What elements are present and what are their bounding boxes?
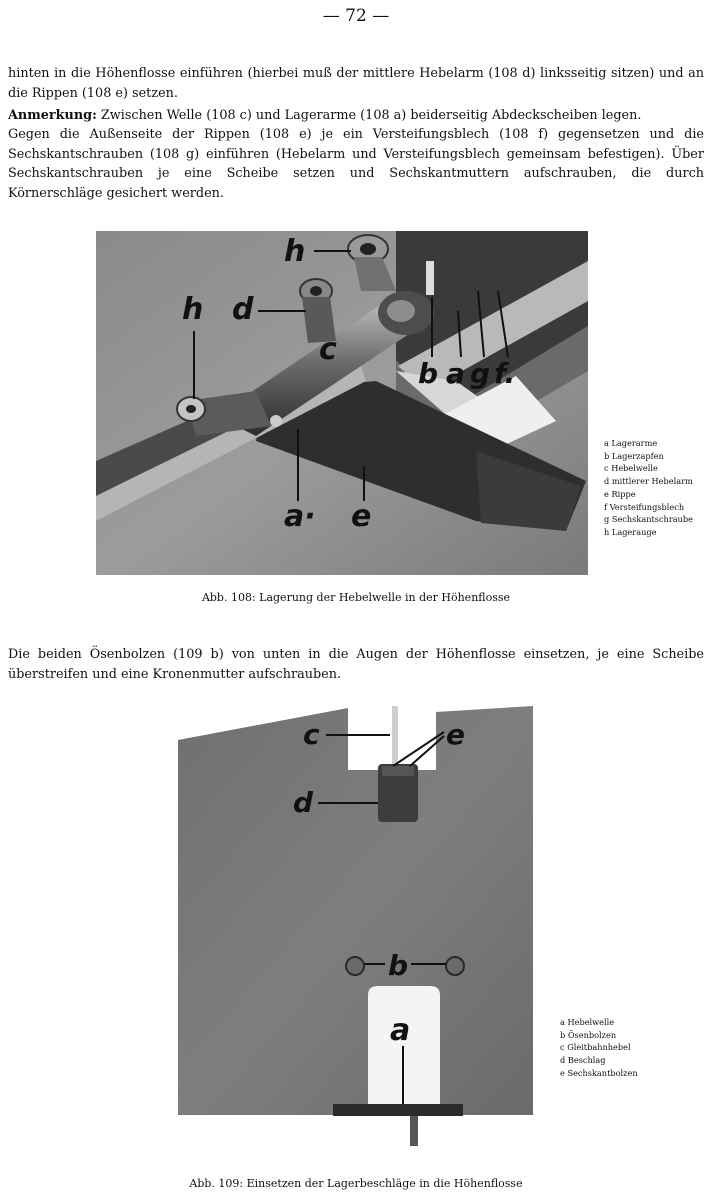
label-d: d xyxy=(232,292,254,327)
label-b: b xyxy=(418,357,439,390)
legend-item: e Sechskantbolzen xyxy=(560,1067,638,1078)
label-e: e xyxy=(446,718,465,751)
legend-item: a Hebelwelle xyxy=(560,1017,615,1027)
figure-109-caption: Abb. 109: Einsetzen der Lagerbeschläge in die Höhenflosse xyxy=(189,1177,523,1190)
figure-108-photo xyxy=(96,231,588,575)
legend-item: a Lagerarme xyxy=(604,438,658,448)
label-a: a xyxy=(446,357,465,390)
label-f: f. xyxy=(494,357,516,390)
note-label: Anmerkung: xyxy=(8,108,97,123)
label-b: b xyxy=(388,949,409,982)
figure-108-caption: Abb. 108: Lagerung der Hebelwelle in der Höhenflosse xyxy=(201,591,511,604)
label-h-top: h xyxy=(284,234,306,269)
paragraph-2: Gegen die Außenseite der Rippen (108 e) je ein Versteifungsblech (108 f) gegensetzen und die Sechskantschrauben (108 g) einführen (Hebelarm und Versteifungsblech gemeinsam befestigen). Über Sechskantschrauben je eine Scheibe setzen und Sechskantmuttern aufschrauben, die durch Körnerschläge gesichert werden. xyxy=(8,127,704,201)
label-h-left: h xyxy=(182,292,204,327)
label-d: d xyxy=(293,786,314,819)
note-text: Zwischen Welle (108 c) und Lagerarme (108 a) beiderseitig Abdeckscheiben legen. xyxy=(100,108,642,123)
legend-item: f Versteifungsblech xyxy=(604,501,685,512)
paragraph-3: Die beiden Ösenbolzen (109 b) von unten in die Augen der Höhenflosse einsetzen, je eine Scheibe überstreifen und eine Kronenmutter aufschrauben. xyxy=(8,647,704,682)
legend-item: e Rippe xyxy=(604,488,636,499)
page-number: — 72 — xyxy=(322,6,390,26)
legend-item: d Beschlag xyxy=(560,1055,606,1066)
figure-109-photo xyxy=(178,700,533,1160)
label-a: a xyxy=(390,1013,411,1048)
label-a-lower: a· xyxy=(284,499,316,534)
legend-item: b Lagerzapfen xyxy=(604,450,664,461)
legend-item: c Hebelwelle xyxy=(604,463,658,474)
label-c: c xyxy=(303,718,320,751)
label-g: g xyxy=(470,357,491,390)
paragraph-1: hinten in die Höhenflosse einführen (hierbei muß der mittlere Hebelarm (108 d) linksseitig sitzen) und an die Rippen (108 e) setzen. xyxy=(8,66,704,101)
figure-109-legend xyxy=(560,1016,638,1080)
label-c: c xyxy=(319,332,337,367)
legend-item: b Ösenbolzen xyxy=(560,1029,617,1040)
legend-item: g Sechskantschraube xyxy=(604,514,693,525)
figure-108-legend xyxy=(604,437,693,539)
legend-item: c Gleitbahnhebel xyxy=(560,1042,631,1053)
label-e: e xyxy=(351,499,372,534)
note-paragraph xyxy=(8,106,704,126)
legend-item: d mittlerer Hebelarm xyxy=(604,476,693,487)
legend-item: h Lagerauge xyxy=(604,526,657,537)
